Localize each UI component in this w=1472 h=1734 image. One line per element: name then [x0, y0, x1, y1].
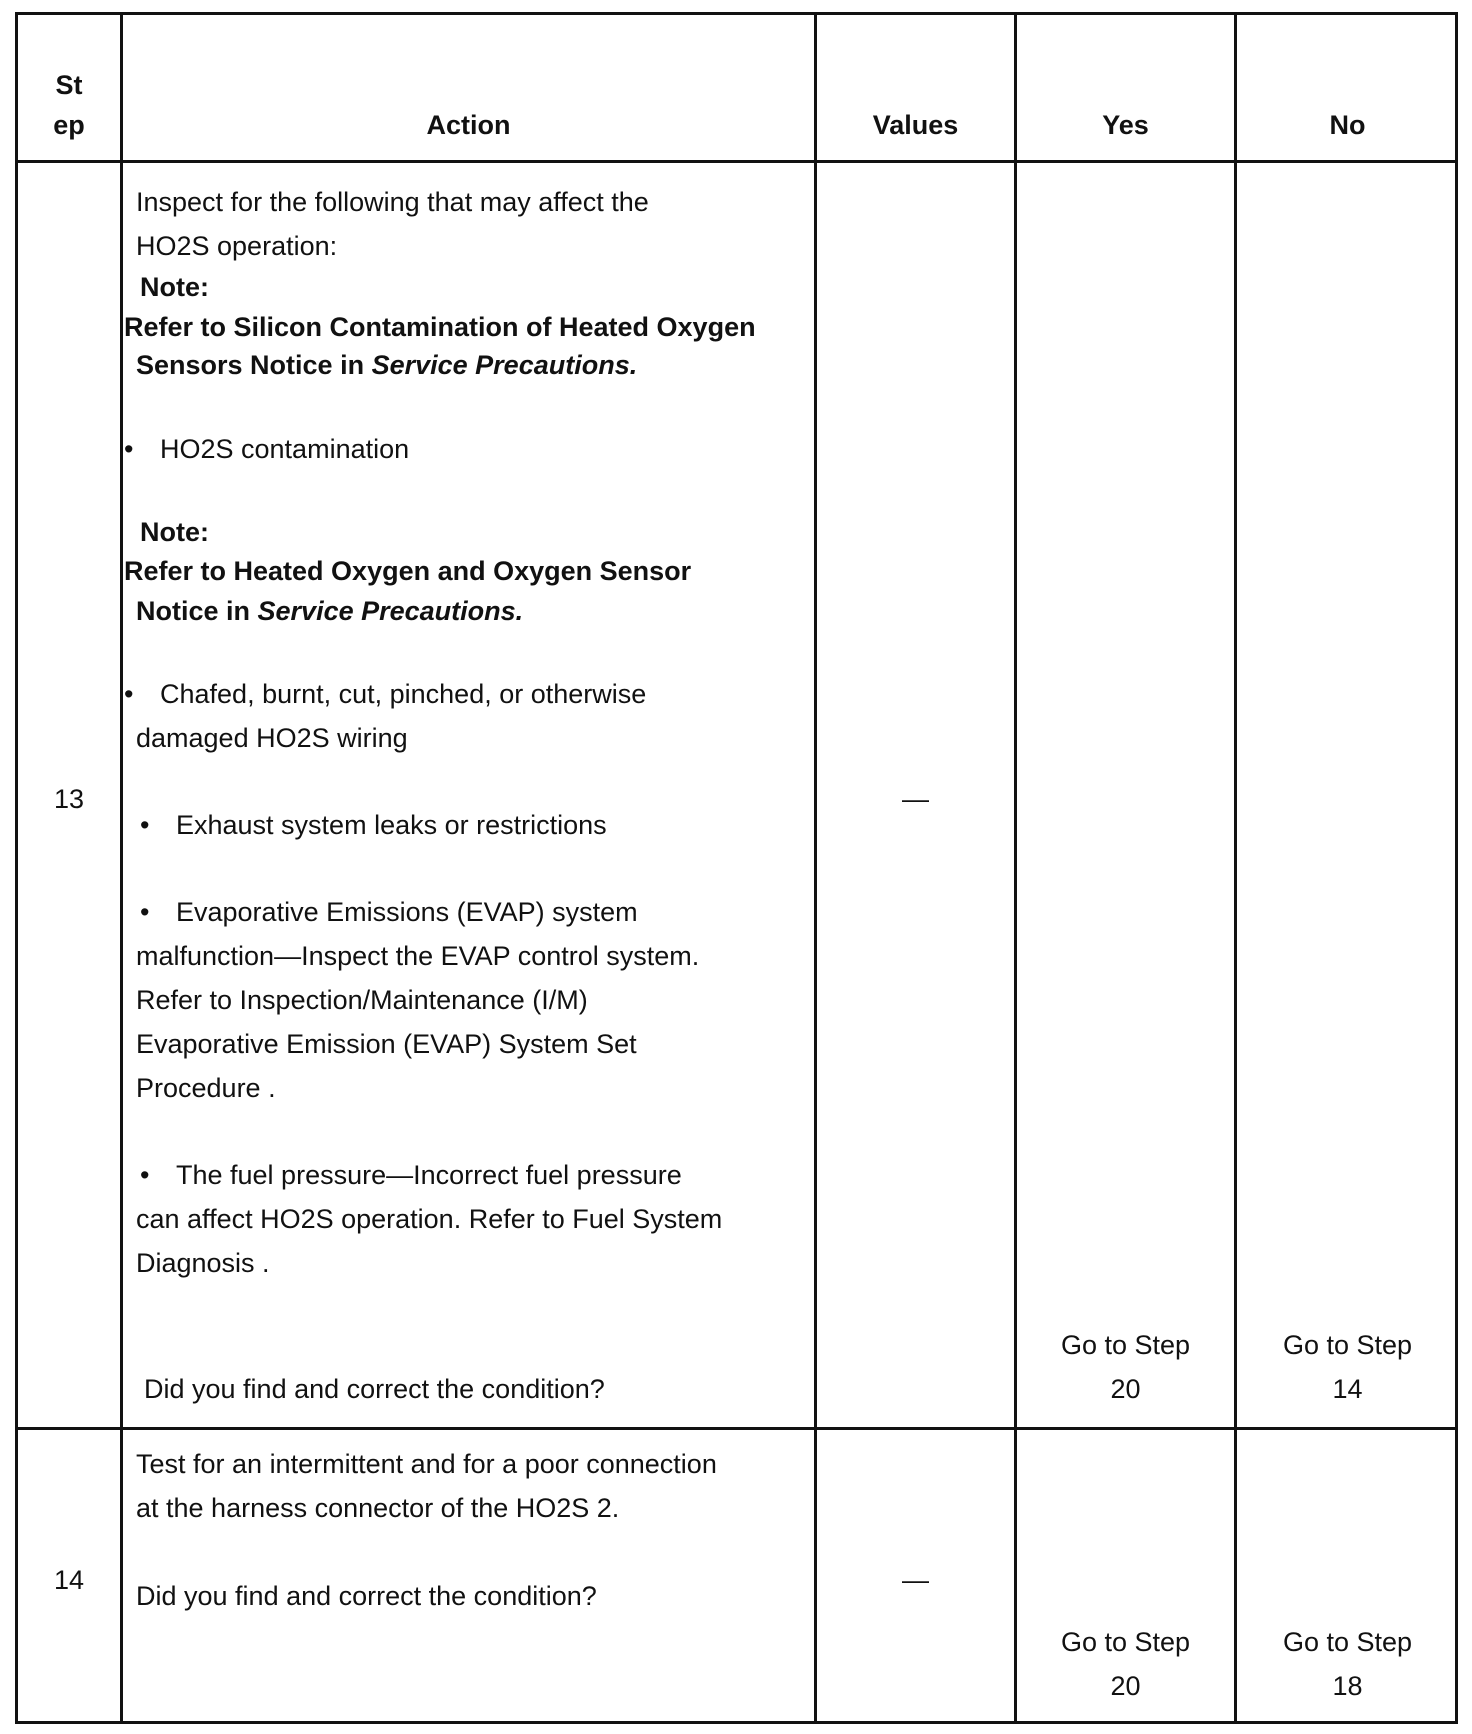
column-divider	[1234, 15, 1237, 1721]
yes-cell: 20	[1110, 1374, 1141, 1404]
list-item: Evaporative Emission (EVAP) System Set	[136, 1029, 637, 1059]
row-divider	[18, 160, 1455, 163]
note-text: Refer to Silicon Contamination of Heated Oxygen	[124, 312, 756, 342]
no-cell: 18	[1332, 1671, 1363, 1701]
list-item: can affect HO2S operation. Refer to Fuel System	[136, 1204, 723, 1234]
bullet-icon: •	[124, 679, 134, 709]
service-precautions-ref: Service Precautions.	[371, 350, 638, 380]
bullet-icon: •	[140, 810, 150, 840]
bullet-icon: •	[140, 897, 150, 927]
list-item: Procedure .	[136, 1073, 276, 1103]
action-text: HO2S operation:	[136, 231, 338, 261]
values-cell: —	[902, 784, 929, 814]
note-text: Sensors Notice in Service Precautions.	[136, 350, 638, 380]
question-text: Did you find and correct the condition?	[136, 1581, 597, 1611]
list-item: Chafed, burnt, cut, pinched, or otherwise	[160, 679, 647, 709]
action-text: Test for an intermittent and for a poor connection	[136, 1449, 717, 1479]
list-item: Refer to Inspection/Maintenance (I/M)	[136, 985, 588, 1015]
header-step-line2: ep	[53, 110, 85, 140]
diagnostic-table	[15, 12, 1458, 1724]
bullet-icon: •	[124, 434, 134, 464]
yes-cell: 20	[1110, 1671, 1141, 1701]
note-text: Notice in Service Precautions.	[136, 596, 524, 626]
list-item: Evaporative Emissions (EVAP) system	[176, 897, 638, 927]
header-step-line1: St	[55, 70, 83, 100]
row-divider	[18, 1427, 1455, 1430]
question-text: Did you find and correct the condition?	[144, 1374, 605, 1404]
values-cell: —	[902, 1565, 929, 1595]
list-item: malfunction—Inspect the EVAP control system.	[136, 941, 700, 971]
list-item: The fuel pressure—Incorrect fuel pressure	[176, 1160, 682, 1190]
list-item: damaged HO2S wiring	[136, 723, 408, 753]
yes-cell: Go to Step	[1060, 1330, 1191, 1360]
column-divider	[814, 15, 817, 1721]
column-divider	[1014, 15, 1017, 1721]
header-action: Action	[426, 110, 511, 140]
bullet-icon: •	[140, 1160, 150, 1190]
note-label: Note:	[140, 272, 209, 302]
action-text: at the harness connector of the HO2S 2.	[136, 1493, 620, 1523]
header-no: No	[1329, 110, 1366, 140]
no-cell: Go to Step	[1282, 1330, 1413, 1360]
list-item: Exhaust system leaks or restrictions	[176, 810, 607, 840]
note-label: Note:	[140, 517, 209, 547]
action-text: Inspect for the following that may affect the	[136, 187, 649, 217]
list-item: Diagnosis .	[136, 1248, 270, 1278]
list-item: HO2S contamination	[160, 434, 410, 464]
yes-cell: Go to Step	[1060, 1627, 1191, 1657]
service-precautions-ref: Service Precautions.	[257, 596, 524, 626]
note-text: Refer to Heated Oxygen and Oxygen Sensor	[124, 556, 692, 586]
step-number: 14	[53, 1565, 85, 1595]
no-cell: 14	[1332, 1374, 1363, 1404]
no-cell: Go to Step	[1282, 1627, 1413, 1657]
step-number: 13	[53, 784, 85, 814]
column-divider	[120, 15, 123, 1721]
header-yes: Yes	[1102, 110, 1149, 140]
header-values: Values	[872, 110, 959, 140]
